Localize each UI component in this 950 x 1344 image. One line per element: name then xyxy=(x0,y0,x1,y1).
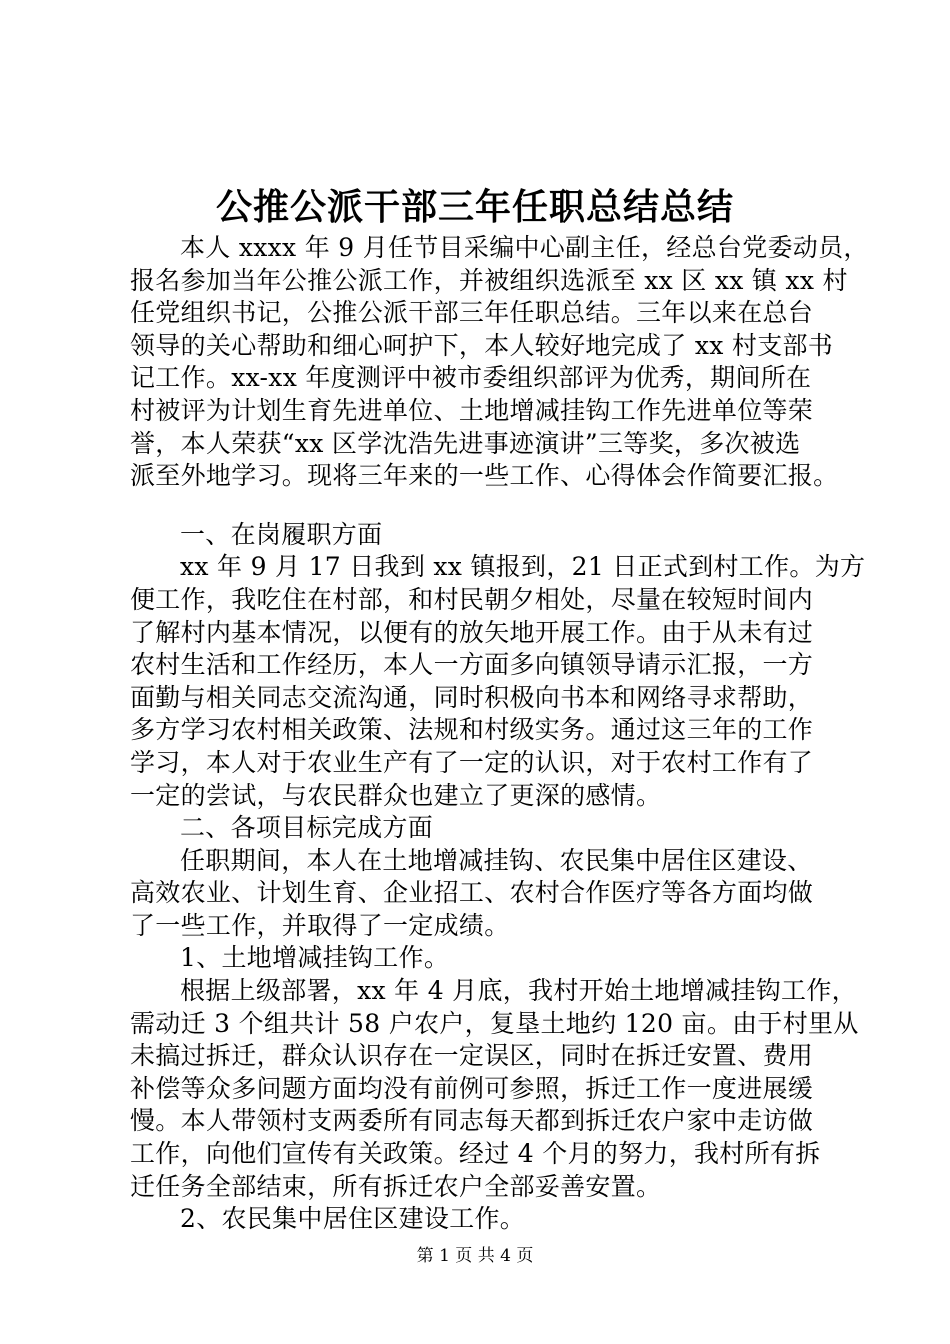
text-line: 本人 xxxx 年 9 月任节目采编中心副主任，经总台党委动员， xyxy=(180,233,869,262)
text-line: 派至外地学习。现将三年来的一些工作、心得体会作简要汇报。 xyxy=(130,461,839,491)
text-line: 面勤与相关同志交流沟通，同时积极向书本和网络寻求帮助， xyxy=(130,682,814,712)
text-line: 根据上级部署，xx 年 4 月底，我村开始土地增减挂钩工作， xyxy=(180,976,857,1006)
text-line: 了一些工作，并取得了一定成绩。 xyxy=(130,910,510,940)
text-line: 任职期间，本人在土地增减挂钩、农民集中居住区建设、 xyxy=(180,845,813,875)
text-line: 学习，本人对于农业生产有了一定的认识，对于农村工作有了 xyxy=(130,747,814,777)
text-line: 农村生活和工作经历，本人一方面多向镇领导请示汇报，一方 xyxy=(130,650,814,680)
text-line: 村被评为计划生育先进单位、土地增减挂钩工作先进单位等荣 xyxy=(130,395,814,425)
text-line: 多方学习农村相关政策、法规和村级实务。通过这三年的工作 xyxy=(130,715,814,745)
text-line: 报名参加当年公推公派工作，并被组织选派至 xx 区 xx 镇 xx 村 xyxy=(130,265,848,295)
section-heading: 一、在岗履职方面 xyxy=(180,519,383,549)
text-line: 誉，本人荣获“xx 区学沈浩先进事迹演讲”三等奖，多次被选 xyxy=(130,428,801,458)
subsection-heading: 2、农民集中居住区建设工作。 xyxy=(180,1204,526,1234)
text-line: 一定的尝试，与农民群众也建立了更深的感情。 xyxy=(130,780,662,810)
subsection-heading: 1、土地增减挂钩工作。 xyxy=(180,943,450,973)
text-line: 未搞过拆迁，群众认识存在一定误区，同时在拆迁安置、费用 xyxy=(130,1041,814,1071)
text-line: 需动迁 3 个组共计 58 户农户，复垦土地约 120 亩。由于村里从 xyxy=(130,1008,859,1038)
section-heading: 二、各项目标完成方面 xyxy=(180,813,434,843)
text-line: 便工作，我吃住在村部，和村民朝夕相处，尽量在较短时间内 xyxy=(130,584,814,614)
text-line: 记工作。xx-xx 年度测评中被市委组织部评为优秀，期间所在 xyxy=(130,363,812,393)
text-line: 迁任务全部结束，所有拆迁农户全部妥善安置。 xyxy=(130,1171,662,1201)
text-line: 工作，向他们宣传有关政策。经过 4 个月的努力，我村所有拆 xyxy=(130,1139,821,1169)
text-line: 任党组织书记，公推公派干部三年任职总结。三年以来在总台 xyxy=(130,298,814,328)
text-line: 了解村内基本情况，以便有的放矢地开展工作。由于从未有过 xyxy=(130,617,814,647)
text-line: xx 年 9 月 17 日我到 xx 镇报到，21 日正式到村工作。为方 xyxy=(180,552,866,582)
page-footer: 第 1 页 共 4 页 xyxy=(416,1246,534,1266)
text-line: 领导的关心帮助和细心呵护下，本人较好地完成了 xx 村支部书 xyxy=(130,330,834,360)
text-line: 补偿等众多问题方面均没有前例可参照，拆迁工作一度进展缓 xyxy=(130,1073,814,1103)
text-line: 慢。本人带领村支两委所有同志每天都到拆迁农户家中走访做 xyxy=(130,1106,814,1136)
document-body xyxy=(130,232,869,1236)
paragraph-gap xyxy=(130,493,860,519)
text-line: 高效农业、计划生育、企业招工、农村合作医疗等各方面均做 xyxy=(130,878,814,908)
document-title: 公推公派干部三年任职总结总结 xyxy=(215,186,734,228)
